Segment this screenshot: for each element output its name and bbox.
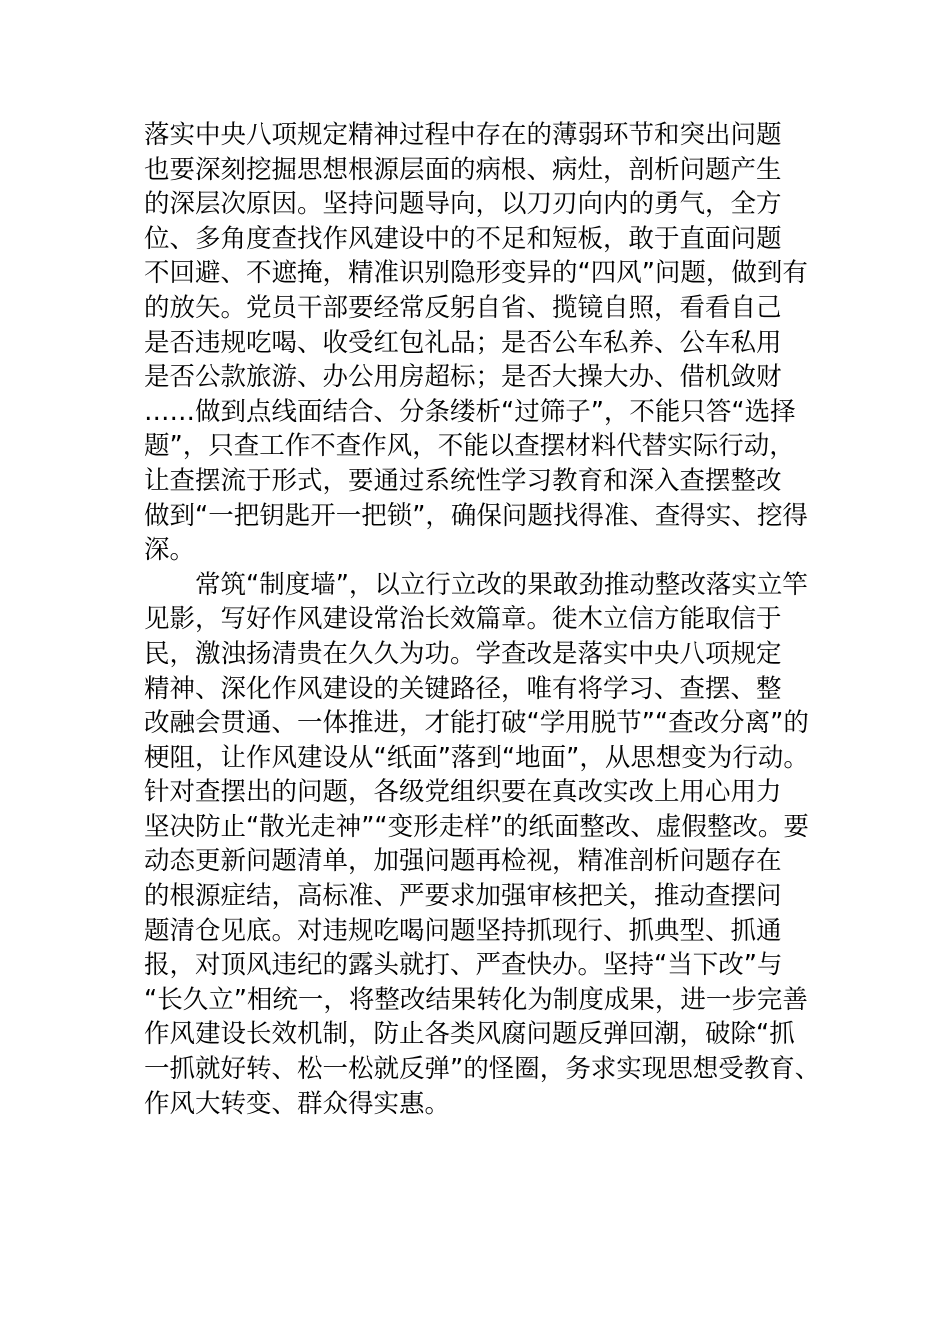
paragraph-1 (144, 118, 816, 568)
text-line: 是否公款旅游、办公用房超标；是否大操大办、借机敛财 (144, 362, 782, 393)
text-line: 坚决防止“散光走神”“变形走样”的纸面整改、虚假整改。要 (144, 811, 809, 842)
text-line: 作风大转变、群众得实惠。 (144, 1088, 451, 1119)
text-line: 民，激浊扬清贵在久久为功。学查改是落实中央八项规定 (144, 638, 782, 669)
text-line: 的放矢。党员干部要经常反躬自省、揽镜自照，看看自己 (144, 292, 782, 323)
text-line: 落实中央八项规定精神过程中存在的薄弱环节和突出问题 (144, 120, 782, 150)
text-line: 报，对顶风违纪的露头就打、严查快办。坚持“当下改”与 (144, 950, 783, 981)
text-line: 作风建设长效机制，防止各类风腐问题反弹回潮，破除“抓 (144, 1019, 795, 1050)
text-line: 精神、深化作风建设的关键路径，唯有将学习、查摆、整 (144, 673, 782, 704)
text-line: 针对查摆出的问题，各级党组织要在真改实改上用心用力 (144, 777, 782, 808)
text-line: 的深层次原因。坚持问题导向，以刀刃向内的勇气，全方 (144, 189, 782, 220)
text-line: 的根源症结，高标准、严要求加强审核把关，推动查摆问 (144, 881, 782, 912)
body-text (144, 118, 821, 1121)
text-line: 一抓就好转、松一松就反弹”的怪圈，务求实现思想受教育、 (144, 1054, 821, 1085)
text-line: 题清仓见底。对违规吃喝问题坚持抓现行、抓典型、抓通 (144, 915, 782, 946)
text-line: 不回避、不遮掩，精准识别隐形变异的“四风”问题，做到有 (144, 258, 808, 289)
text-line: 动态更新问题清单，加强问题再检视，精准剖析问题存在 (144, 846, 782, 877)
text-line: 位、多角度查找作风建设中的不足和短板，敢于直面问题 (144, 223, 782, 254)
text-line: ……做到点线面结合、分条缕析“过筛子”，不能只答“选择 (144, 396, 796, 427)
text-line: 做到“一把钥匙开一把锁”，确保问题找得准、查得实、挖得 (144, 500, 808, 531)
text-line: “长久立”相统一，将整改结果转化为制度成果，进一步完善 (144, 984, 808, 1015)
text-line: 题”，只查工作不查作风，不能以查摆材料代替实际行动， (144, 431, 795, 462)
text-line: 也要深刻挖掘思想根源层面的病根、病灶，剖析问题产生 (144, 154, 782, 185)
paragraph-2 (144, 568, 821, 1122)
text-line: 改融会贯通、一体推进，才能打破“学用脱节”“查改分离”的 (144, 708, 809, 739)
text-line: 是否违规吃喝、收受红包礼品；是否公车私养、公车私用 (144, 327, 782, 358)
text-line: 深。 (144, 535, 196, 566)
text-line: 常筑“制度墙”，以立行立改的果敢劲推动整改落实立竿 (195, 569, 808, 600)
text-line: 让查摆流于形式，要通过系统性学习教育和深入查摆整改 (144, 465, 782, 496)
text-line: 梗阻，让作风建设从“纸面”落到“地面”，从思想变为行动。 (144, 742, 809, 773)
text-line: 见影，写好作风建设常治长效篇章。徙木立信方能取信于 (144, 604, 782, 635)
